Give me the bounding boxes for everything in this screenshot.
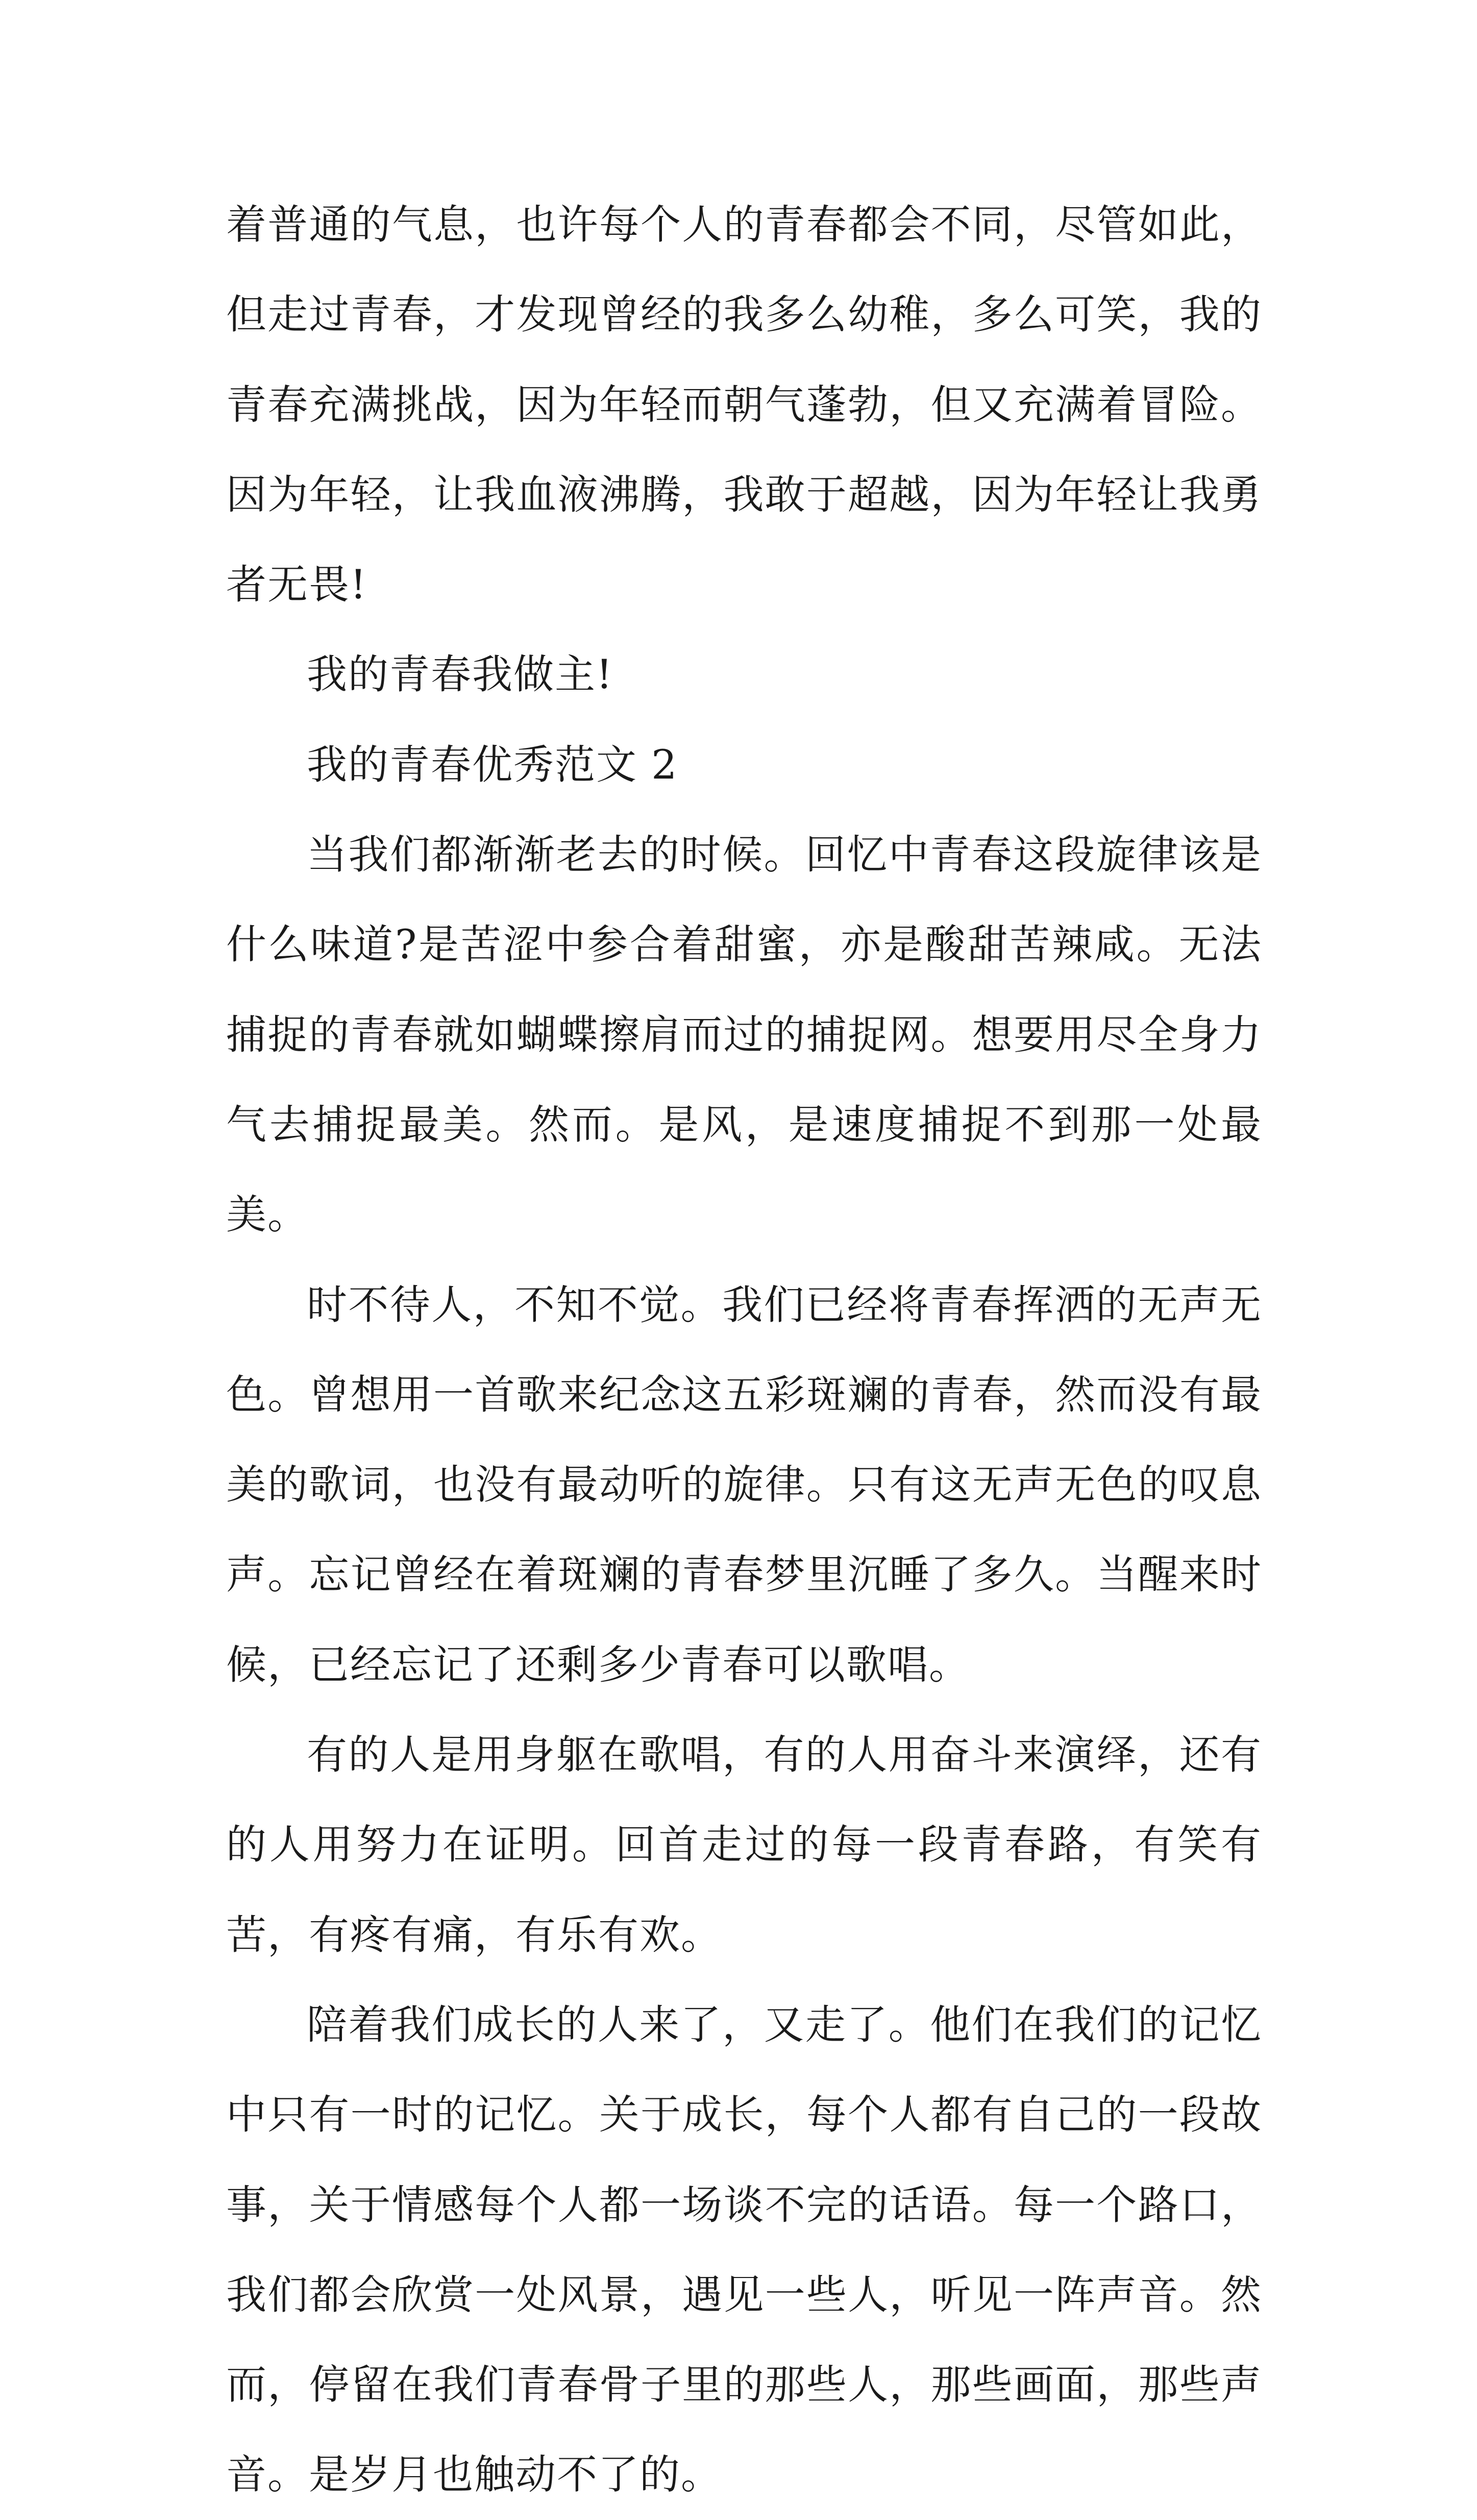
paragraph: 有的人是用身躯在歌唱，有的人用奋斗来演绎，还有的人用努力在证明。回首走过的每一段青春路，有笑有苦，有疼有痛，有乐有欢。 bbox=[226, 1731, 1262, 1958]
document-body bbox=[226, 180, 1262, 2520]
paragraph: 时不待人，不知不觉。我们已经将青春挥洒的无声无色。曾想用一首歌来纪念这五彩斑斓的青春，然而没有最美的歌词，也没有最动听的旋律。只有这无声无色的叹息声。忘记曾经在着斑斓的青春梦里沉睡了多久。当醒来时候，已经忘记了还剩多少青春可以歌唱。 bbox=[226, 1281, 1262, 1688]
paragraph: 陪着我们成长的人来了，又走了。他们在我们的记忆中只有一时的记忆。关于成长，每个人都有自己的一段故事，关于情感每个人都一场谈不完的话语。每一个路口，我们都会欣赏一处风景，遇见一些人，听见一阵声音。然而，停留在我们青春骨子里的那些人，那些画面，那些声音。是岁月也触动不了的。 bbox=[226, 2001, 1262, 2499]
paragraph: 当我们都渐渐老去的时候。回忆中青春这段旋律该是什么味道?是苦涩中参合着甜蜜，亦是酸甜苦辣咸。无法捕捉的青春就如蝴蝶擦肩而过的捕捉网。想要用尽全身力气去捕捉最美。然而。是风，是速度捕捉不到那一处最美。 bbox=[226, 831, 1262, 1239]
section-heading: 我的青春优秀范文 2 bbox=[307, 741, 678, 788]
paragraph-slogan: 我的青春我做主! bbox=[307, 651, 613, 698]
paragraph-continuation: 着普通的气息，也许每个人的青春都会不同，尽管如此，但走过青春，才发现曾经的我多么幼稚，多么可笑，我的青春充满挑战，因为年轻而朝气蓬勃，但又充满着冒险。因为年轻，让我血液沸腾，我敢于超越，因为年轻让我勇者无畏! bbox=[226, 201, 1262, 609]
